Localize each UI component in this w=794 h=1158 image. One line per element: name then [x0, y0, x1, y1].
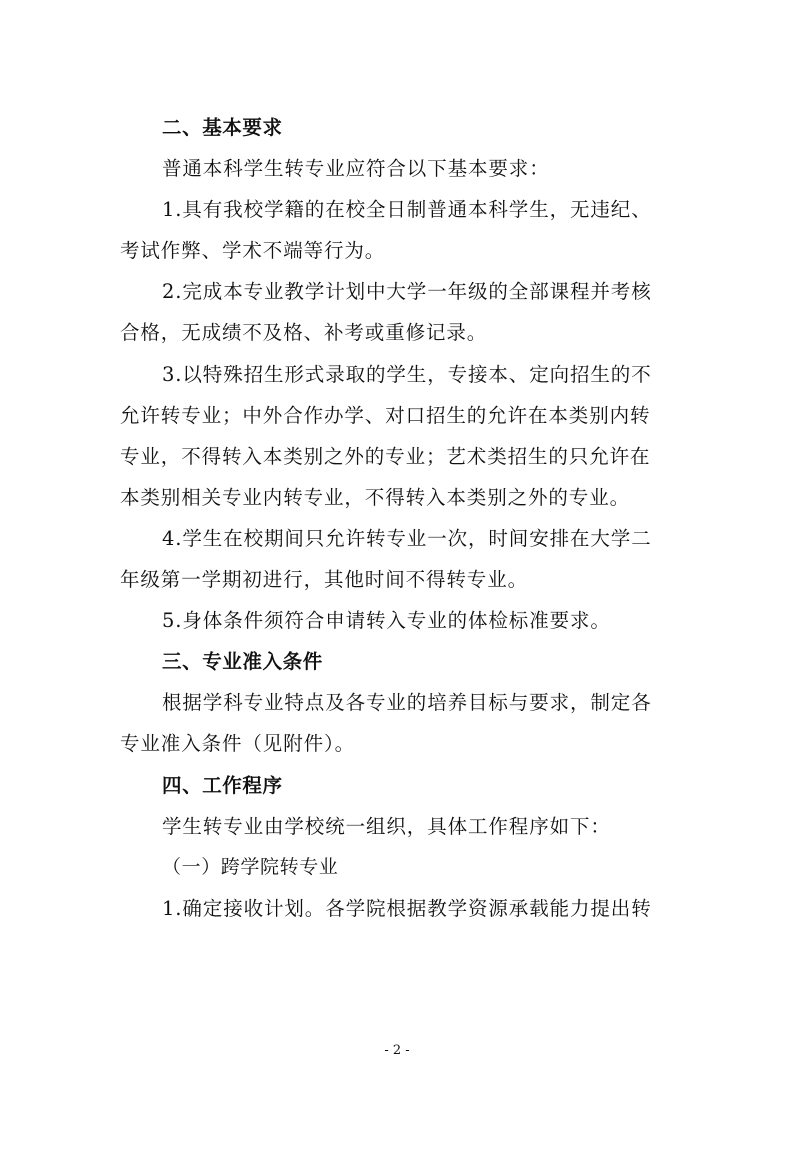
list-item-5: 5.身体条件须符合申请转入专业的体检标准要求。 — [162, 609, 611, 633]
paragraph-line: 年级第一学期初进行，其他时间不得转专业。 — [120, 568, 529, 592]
page-body — [120, 107, 675, 929]
list-item-1: 1.具有我校学籍的在校全日制普通本科学生，无违纪、 — [162, 198, 652, 222]
paragraph-line: 本类别相关专业内转专业，不得转入本类别之外的专业。 — [120, 485, 631, 509]
section-heading-work-procedure: 四、工作程序 — [162, 773, 283, 797]
section-heading-basic-requirements: 二、基本要求 — [162, 116, 283, 139]
list-item-2: 2.完成本专业教学计划中大学一年级的全部课程并考核 — [162, 280, 652, 304]
paragraph-line: 根据学科专业特点及各专业的培养目标与要求，制定各 — [162, 691, 652, 715]
paragraph-line: 专业，不得转入本类别之外的专业；艺术类招生的只允许在 — [120, 444, 651, 468]
paragraph-line: 考试作弊、学术不端等行为。 — [120, 239, 386, 263]
list-item-4: 4.学生在校期间只允许转专业一次，时间安排在大学二 — [162, 526, 652, 550]
paragraph-line: 学生转专业由学校统一组织，具体工作程序如下： — [162, 814, 611, 838]
paragraph-line: 合格，无成绩不及格、补考或重修记录。 — [120, 321, 488, 345]
paragraph-line: 允许转专业；中外合作办学、对口招生的允许在本类别内转 — [120, 403, 651, 427]
page-number: - 2 - — [384, 1043, 410, 1058]
subsection-heading-cross-college: （一）跨学院转专业 — [162, 855, 339, 878]
paragraph-line: 普通本科学生转专业应符合以下基本要求： — [162, 157, 550, 181]
list-item-3: 3.以特殊招生形式录取的学生，专接本、定向招生的不 — [162, 362, 652, 386]
section-heading-admission-conditions: 三、专业准入条件 — [162, 650, 323, 674]
paragraph-line: 专业准入条件（见附件）。 — [120, 732, 356, 756]
list-item-1-plan: 1.确定接收计划。各学院根据教学资源承载能力提出转 — [162, 896, 652, 920]
